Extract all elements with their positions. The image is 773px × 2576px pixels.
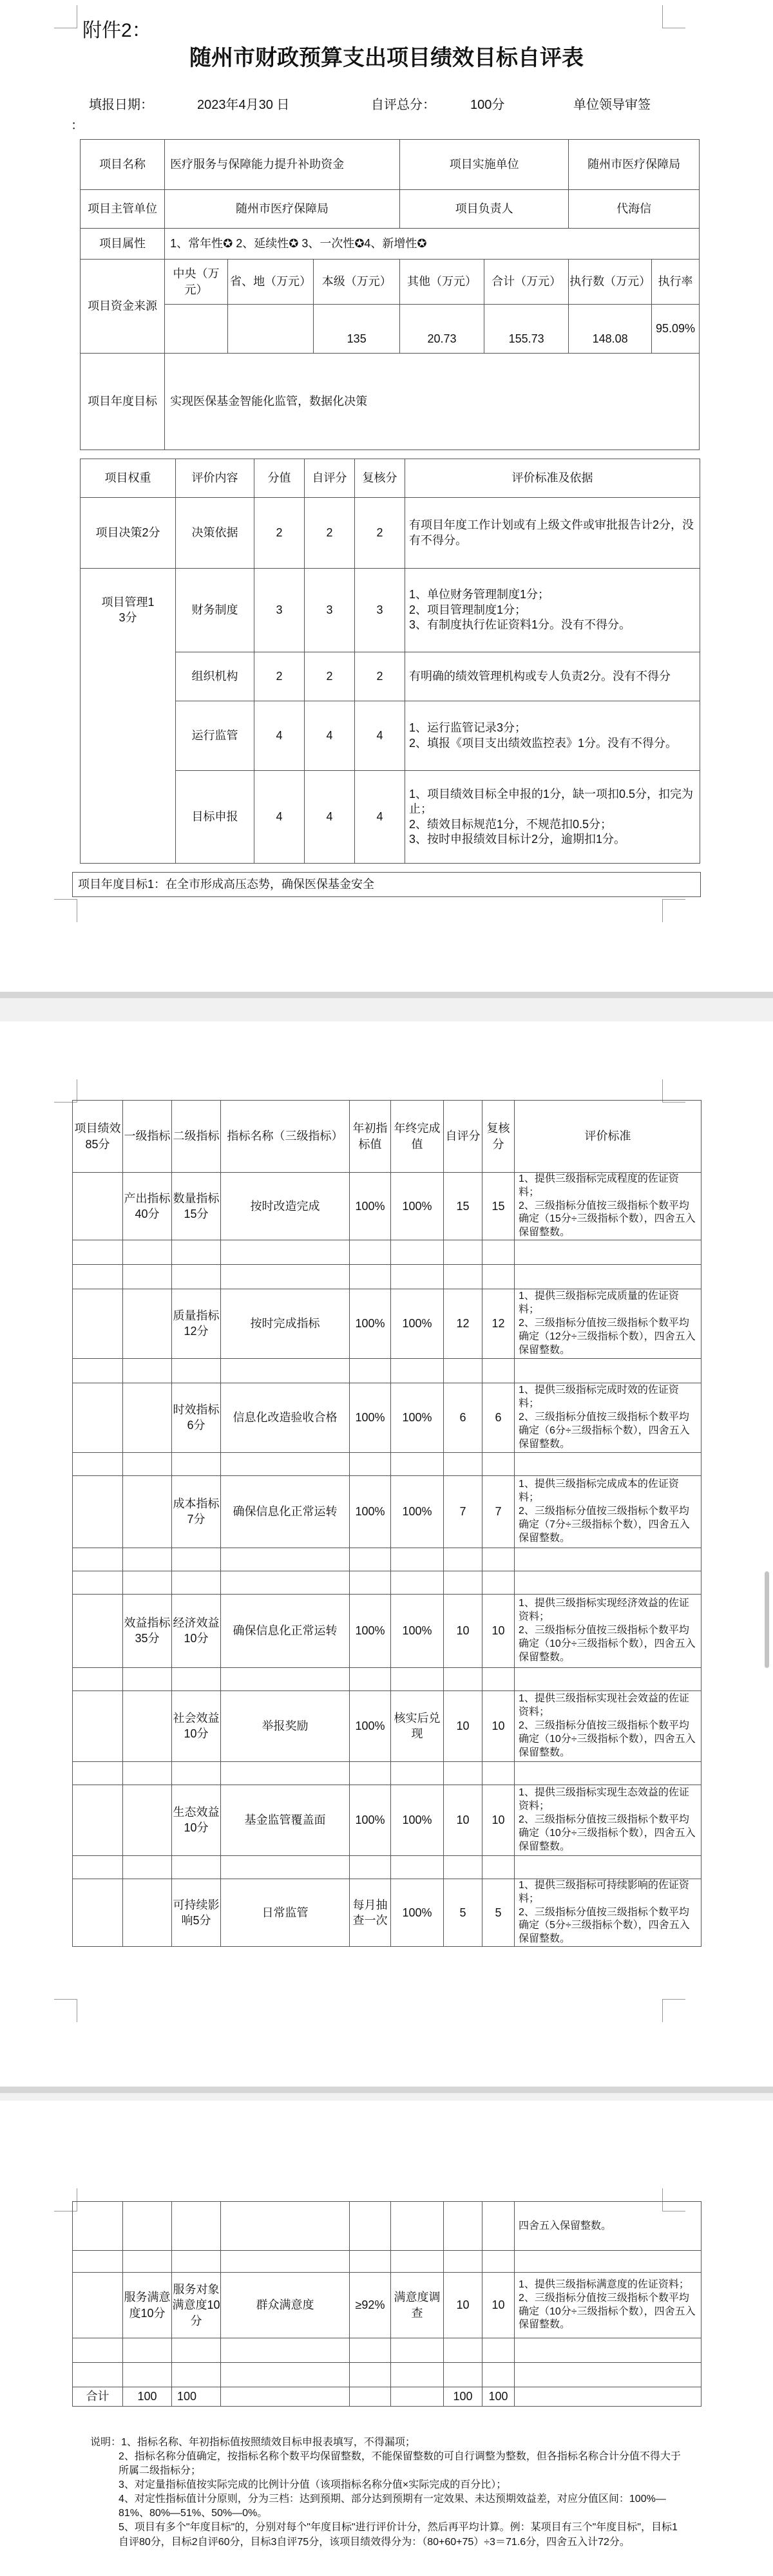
- second-indicator: 数量指标15分: [172, 1173, 221, 1240]
- exec-unit-value: 随州市医疗保障局: [569, 140, 700, 190]
- crop-mark: [54, 1999, 77, 2022]
- score-label: 自评总分：: [371, 98, 435, 112]
- fill-date-colon: ：: [71, 118, 84, 133]
- indicator-header: 评价标准: [515, 1101, 701, 1173]
- project-info-table: [80, 139, 700, 450]
- indicator-review: 12: [482, 1289, 515, 1358]
- fund-value: 155.73: [484, 305, 569, 354]
- weight-self: 2: [305, 498, 355, 569]
- indicator-review: 6: [482, 1383, 515, 1452]
- fund-header: 省、地（万元）: [227, 260, 314, 305]
- indicator-header: 一级指标: [123, 1101, 172, 1173]
- attachment-label: 附件2：: [82, 20, 151, 41]
- empty-cell: [123, 1289, 172, 1358]
- empty-cell: [73, 1289, 123, 1358]
- weight-header: 复核分: [355, 459, 405, 498]
- fund-value: 135: [314, 305, 400, 354]
- weight-table: [80, 459, 700, 864]
- empty-cell: [123, 1879, 172, 1946]
- crop-mark: [662, 5, 685, 28]
- weight-header: 项目权重: [81, 459, 176, 498]
- empty-cell: [73, 1785, 123, 1855]
- page-3: [0, 2101, 773, 2576]
- weight-header: 评价标准及依据: [405, 459, 700, 498]
- annual-goal-label: 项目年度目标: [81, 354, 165, 450]
- weight-content: 财务制度: [176, 569, 254, 652]
- total-review: 100: [482, 2387, 515, 2407]
- weight-review: 3: [355, 569, 405, 652]
- second-indicator: 服务对象满意度10分: [172, 2273, 221, 2338]
- weight-score: 3: [254, 569, 305, 652]
- indicator-name: 日常监管: [221, 1879, 350, 1946]
- management-weight: 项目管理13分: [81, 569, 176, 864]
- first-indicator: 效益指标35分: [123, 1594, 172, 1667]
- indicator-actual: 100%: [391, 1289, 444, 1358]
- score-value: 100分: [470, 98, 505, 112]
- weight-score: 4: [254, 771, 305, 864]
- empty-cell: [123, 1785, 172, 1855]
- empty-cell: [73, 2273, 123, 2338]
- indicator-self: 10: [444, 1785, 482, 1855]
- page-title: 随州市财政预算支出项目绩效目标自评表: [189, 46, 584, 70]
- indicator-actual: 核实后兑现: [391, 1690, 444, 1761]
- weight-criteria: 1、项目绩效目标全申报的1分，缺一项扣0.5分，扣完为止； 2、绩效目标规范1分，不规范扣0.5分； 3、按时申报绩效目标计2分，逾期扣1分。: [405, 771, 700, 864]
- indicator-self: 10: [444, 1690, 482, 1761]
- empty-cell: [73, 1173, 123, 1240]
- leader-sign-label: 单位领导审签: [573, 98, 651, 112]
- fund-source-label: 项目资金来源: [81, 260, 165, 354]
- supervisor-value: 随州市医疗保障局: [165, 190, 400, 229]
- indicator-self: 6: [444, 1383, 482, 1452]
- weight-review: 4: [355, 701, 405, 771]
- indicator-self: 15: [444, 1173, 482, 1240]
- project-leader-value: 代海信: [569, 190, 700, 229]
- fund-value: [227, 305, 314, 354]
- indicator-self: 10: [444, 1594, 482, 1667]
- indicator-name: 确保信息化正常运转: [221, 1475, 350, 1548]
- weight-review: 2: [355, 498, 405, 569]
- indicator-target: 100%: [350, 1383, 391, 1452]
- empty-cell: [123, 1690, 172, 1761]
- crop-mark: [662, 1079, 685, 1103]
- total-value: 100: [123, 2387, 172, 2407]
- second-indicator: 可持续影响5分: [172, 1879, 221, 1946]
- fund-header: 中央（万元）: [165, 260, 228, 305]
- page-gap: [0, 992, 773, 998]
- weight-content: 运行监管: [176, 701, 254, 771]
- indicator-target: 每月抽查一次: [350, 1879, 391, 1946]
- indicator-target: 100%: [350, 1173, 391, 1240]
- indicator-header: 指标名称（三级指标）: [221, 1101, 350, 1173]
- crop-mark: [54, 899, 77, 922]
- indicator-criteria: 1、提供三级指标实现经济效益的佐证资料； 2、三级指标分值按三级指标个数平均确定（10分÷三级指标个数），四舍五入保留整数。: [515, 1594, 701, 1667]
- scrollbar-thumb[interactable]: [765, 1571, 769, 1668]
- indicator-target: ≥92%: [350, 2273, 391, 2338]
- total-value: 100: [172, 2387, 221, 2407]
- indicator-review: 15: [482, 1173, 515, 1240]
- indicator-name: 群众满意度: [221, 2273, 350, 2338]
- weight-header: 自评分: [305, 459, 355, 498]
- indicator-self: 10: [444, 2273, 482, 2338]
- indicator-criteria: 1、提供三级指标满意度的佐证资料； 2、三级指标分值按三级指标个数平均确定（10分÷三级指标个数），四舍五入保留整数。: [515, 2273, 701, 2338]
- indicator-criteria: 1、提供三级指标完成质量的佐证资料； 2、三级指标分值按三级指标个数平均确定（12分÷三级指标个数），四舍五入保留整数。: [515, 1289, 701, 1358]
- first-indicator: 服务满意度10分: [123, 2273, 172, 2338]
- second-indicator: 成本指标7分: [172, 1475, 221, 1548]
- empty-cell: [73, 1594, 123, 1667]
- indicator-name: 举报奖励: [221, 1690, 350, 1761]
- indicator-header: 自评分: [444, 1101, 482, 1173]
- indicator-criteria: 四舍五入保留整数。: [515, 2202, 701, 2251]
- indicator-target: 100%: [350, 1475, 391, 1548]
- indicator-actual: 满意度调查: [391, 2273, 444, 2338]
- empty-cell: [73, 1879, 123, 1946]
- crop-mark: [54, 1079, 77, 1103]
- second-indicator: 社会效益10分: [172, 1690, 221, 1761]
- empty-cell: [123, 1383, 172, 1452]
- fill-date-value: 2023年4月30 日: [197, 98, 290, 112]
- indicator-header: 年终完成值: [391, 1101, 444, 1173]
- indicator-name: 按时完成指标: [221, 1289, 350, 1358]
- weight-content: 组织机构: [176, 652, 254, 701]
- second-indicator: 质量指标12分: [172, 1289, 221, 1358]
- second-indicator: 经济效益10分: [172, 1594, 221, 1667]
- total-self: 100: [444, 2387, 482, 2407]
- weight-self: 4: [305, 701, 355, 771]
- fill-date-label: 填报日期：: [89, 98, 153, 112]
- indicator-self: 12: [444, 1289, 482, 1358]
- indicator-criteria: 1、提供三级指标完成程度的佐证资料； 2、三级指标分值按三级指标个数平均确定（15分÷三级指标个数），四舍五入保留整数。: [515, 1173, 701, 1240]
- indicator-criteria: 1、提供三级指标完成成本的佐证资料； 2、三级指标分值按三级指标个数平均确定（7分÷三级指标个数），四舍五入保留整数。: [515, 1475, 701, 1548]
- indicator-review: 10: [482, 1594, 515, 1667]
- weight-header: 评价内容: [176, 459, 254, 498]
- page-2: [0, 1021, 773, 2087]
- indicator-name: 确保信息化正常运转: [221, 1594, 350, 1667]
- project-name-value: 医疗服务与保障能力提升补助资金: [165, 140, 400, 190]
- supervisor-label: 项目主管单位: [81, 190, 165, 229]
- notes: 说明：1、指标名称、年初指标值按照绩效目标申报表填写，不得漏项； 2、指标名称分值确定，按指标名称个数平均保留整数，不能保留整数的可自行调整为整数，但各指标名称合计分值不得大于所属二级指标分； 3、对定量指标值按实际完成的比例计分值（该项指标名称分值×实际完成的百分比）； 4、对定性指标值计分原则，分为三档：达到预期、部分达到预期有一定效果、未达预期效益差，对应分值区间：100%—81%、80%—51%、50%—0%。 5、项目有多个"年度目标"的，分别对每个"年度目标"进行评价计分，然后再平均计算。例：某项目有三个"年度目标"，目标1自评80分，目标2自评60分，目标3自评75分，该项目绩效得分为：（80+60+75）÷3＝71.6分，四舍五入计72分。: [90, 2437, 681, 2548]
- indicator-target: 100%: [350, 1690, 391, 1761]
- annual-goal-value: 实现医保基金智能化监管，数据化决策: [165, 354, 700, 450]
- fund-header: 其他（万元）: [399, 260, 484, 305]
- fund-value: 20.73: [399, 305, 484, 354]
- indicator-criteria: 1、提供三级指标实现生态效益的佐证资料； 2、三级指标分值按三级指标个数平均确定（10分÷三级指标个数），四舍五入保留整数。: [515, 1785, 701, 1855]
- indicator-target: 100%: [350, 1785, 391, 1855]
- indicator-self: 7: [444, 1475, 482, 1548]
- weight-criteria: 1、单位财务管理制度1分； 2、项目管理制度1分； 3、有制度执行佐证资料1分。没有不得分。: [405, 569, 700, 652]
- weight-score: 2: [254, 498, 305, 569]
- fund-header: 本级（万元）: [314, 260, 400, 305]
- indicator-review: 10: [482, 1785, 515, 1855]
- weight-content: 目标申报: [176, 771, 254, 864]
- attr-value: 1、常年性✪ 2、延续性✪ 3、一次性✪4、新增性✪: [165, 229, 700, 260]
- exec-unit-label: 项目实施单位: [399, 140, 568, 190]
- fund-value: 148.08: [569, 305, 652, 354]
- weight-score: 2: [254, 652, 305, 701]
- fund-header: 合计（万元）: [484, 260, 569, 305]
- indicator-actual: 100%: [391, 1594, 444, 1667]
- empty-cell: [123, 1475, 172, 1548]
- indicator-criteria: 1、提供三级指标可持续影响的佐证资料； 2、三级指标分值按三级指标个数平均确定（5分÷三级指标个数），四舍五入保留整数。: [515, 1879, 701, 1946]
- project-leader-label: 项目负责人: [399, 190, 568, 229]
- indicator-header: 复核分: [482, 1101, 515, 1173]
- fund-header: 执行率: [652, 260, 700, 305]
- crop-mark: [662, 899, 685, 922]
- fund-value: 95.09%: [652, 305, 700, 354]
- indicator-target: 100%: [350, 1289, 391, 1358]
- indicator-table: [72, 1100, 701, 1947]
- indicator-name: 信息化改造验收合格: [221, 1383, 350, 1452]
- fund-value: [165, 305, 228, 354]
- decision-weight: 项目决策2分: [81, 498, 176, 569]
- footer-goal: 项目年度目标1：在全市形成高压态势，确保医保基金安全: [73, 873, 701, 897]
- indicator-review: 10: [482, 1690, 515, 1761]
- indicator-actual: 100%: [391, 1173, 444, 1240]
- second-indicator: 时效指标6分: [172, 1383, 221, 1452]
- first-indicator: 产出指标40分: [123, 1173, 172, 1240]
- satisfaction-table: [72, 2201, 701, 2407]
- indicator-review: 10: [482, 2273, 515, 2338]
- weight-header: 分值: [254, 459, 305, 498]
- weight-review: 2: [355, 652, 405, 701]
- attr-label: 项目属性: [81, 229, 165, 260]
- page-gap: [0, 2087, 773, 2093]
- footer-goal-table: [72, 872, 701, 897]
- total-label: 合计: [73, 2387, 123, 2407]
- indicator-name: 基金监管覆盖面: [221, 1785, 350, 1855]
- weight-self: 4: [305, 771, 355, 864]
- indicator-actual: 100%: [391, 1785, 444, 1855]
- indicator-name: 按时改造完成: [221, 1173, 350, 1240]
- weight-criteria: 有明确的绩效管理机构或专人负责2分。没有不得分: [405, 652, 700, 701]
- crop-mark: [54, 5, 77, 28]
- second-indicator: 生态效益10分: [172, 1785, 221, 1855]
- empty-cell: [73, 1383, 123, 1452]
- indicator-actual: 100%: [391, 1383, 444, 1452]
- indicator-target: 100%: [350, 1594, 391, 1667]
- weight-criteria: 有项目年度工作计划或有上级文件或审批报告计2分，没有不得分。: [405, 498, 700, 569]
- weight-content: 决策依据: [176, 498, 254, 569]
- weight-self: 3: [305, 569, 355, 652]
- indicator-header: 年初指标值: [350, 1101, 391, 1173]
- empty-cell: [73, 1475, 123, 1548]
- indicator-criteria: 1、提供三级指标完成时效的佐证资料； 2、三级指标分值按三级指标个数平均确定（6分÷三级指标个数），四舍五入保留整数。: [515, 1383, 701, 1452]
- indicator-header: 二级指标: [172, 1101, 221, 1173]
- indicator-self: 5: [444, 1879, 482, 1946]
- weight-review: 4: [355, 771, 405, 864]
- indicator-actual: 100%: [391, 1475, 444, 1548]
- weight-score: 4: [254, 701, 305, 771]
- project-name-label: 项目名称: [81, 140, 165, 190]
- indicator-criteria: 1、提供三级指标实现社会效益的佐证资料； 2、三级指标分值按三级指标个数平均确定（10分÷三级指标个数），四舍五入保留整数。: [515, 1690, 701, 1761]
- fund-header: 执行数（万元）: [569, 260, 652, 305]
- indicator-review: 5: [482, 1879, 515, 1946]
- indicator-review: 7: [482, 1475, 515, 1548]
- page-1: [0, 0, 773, 992]
- weight-criteria: 1、运行监管记录3分； 2、填报《项目支出绩效监控表》1分。没有不得分。: [405, 701, 700, 771]
- indicator-header: 项目绩效85分: [73, 1101, 123, 1173]
- crop-mark: [662, 1999, 685, 2022]
- weight-self: 2: [305, 652, 355, 701]
- empty-cell: [73, 1690, 123, 1761]
- indicator-actual: 100%: [391, 1879, 444, 1946]
